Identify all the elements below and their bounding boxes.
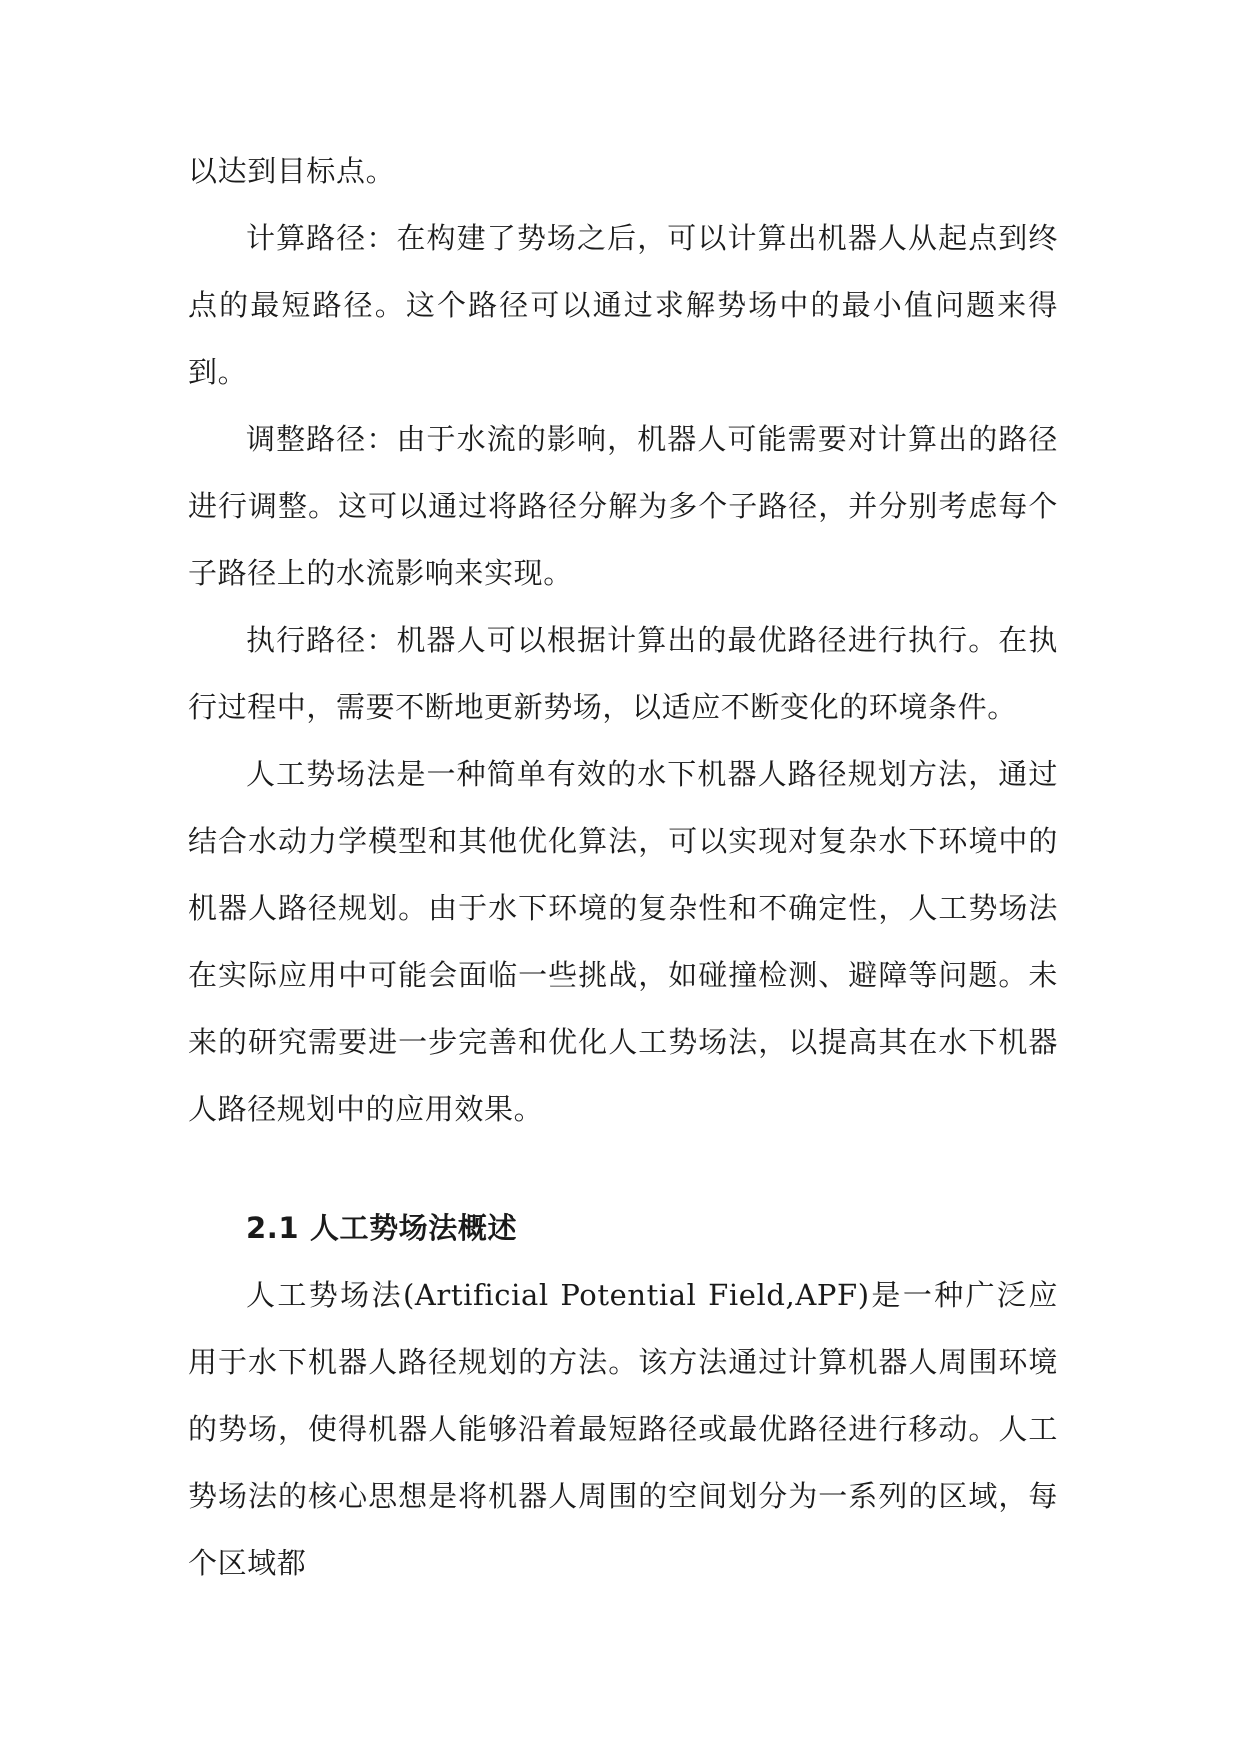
paragraph-execute-path: 执行路径：机器人可以根据计算出的最优路径进行执行。在执行过程中，需要不断地更新势场，以适应不断变化的环境条件。 [188,623,1058,724]
paragraph-summary: 人工势场法是一种简单有效的水下机器人路径规划方法，通过结合水动力学模型和其他优化算法，可以实现对复杂水下环境中的机器人路径规划。由于水下环境的复杂性和不确定性，人工势场法在实际应用中可能会面临一些挑战，如碰撞检测、避障等问题。未来的研究需要进一步完善和优化人工势场法，以提高其在水下机器人路径规划中的应用效果。 [188,757,1058,1126]
paragraph-compute-path: 计算路径：在构建了势场之后，可以计算出机器人从起点到终点的最短路径。这个路径可以通过求解势场中的最小值问题来得到。 [188,221,1058,389]
paragraph-adjust-path: 调整路径：由于水流的影响，机器人可能需要对计算出的路径进行调整。这可以通过将路径分解为多个子路径，并分别考虑每个子路径上的水流影响来实现。 [188,422,1058,590]
paragraph-continuation: 以达到目标点。 [188,154,396,188]
section-heading: 2.1 人工势场法概述 [246,1211,518,1245]
paragraph-apf-overview: 人工势场法(Artificial Potential Field,APF)是一种广泛应用于水下机器人路径规划的方法。该方法通过计算机器人周围环境的势场，使得机器人能够沿着最短路径或最优路径进行移动。人工势场法的核心思想是将机器人周围的空间划分为一系列的区域，每个区域都 [188,1278,1058,1580]
document-body [188,138,1058,1597]
